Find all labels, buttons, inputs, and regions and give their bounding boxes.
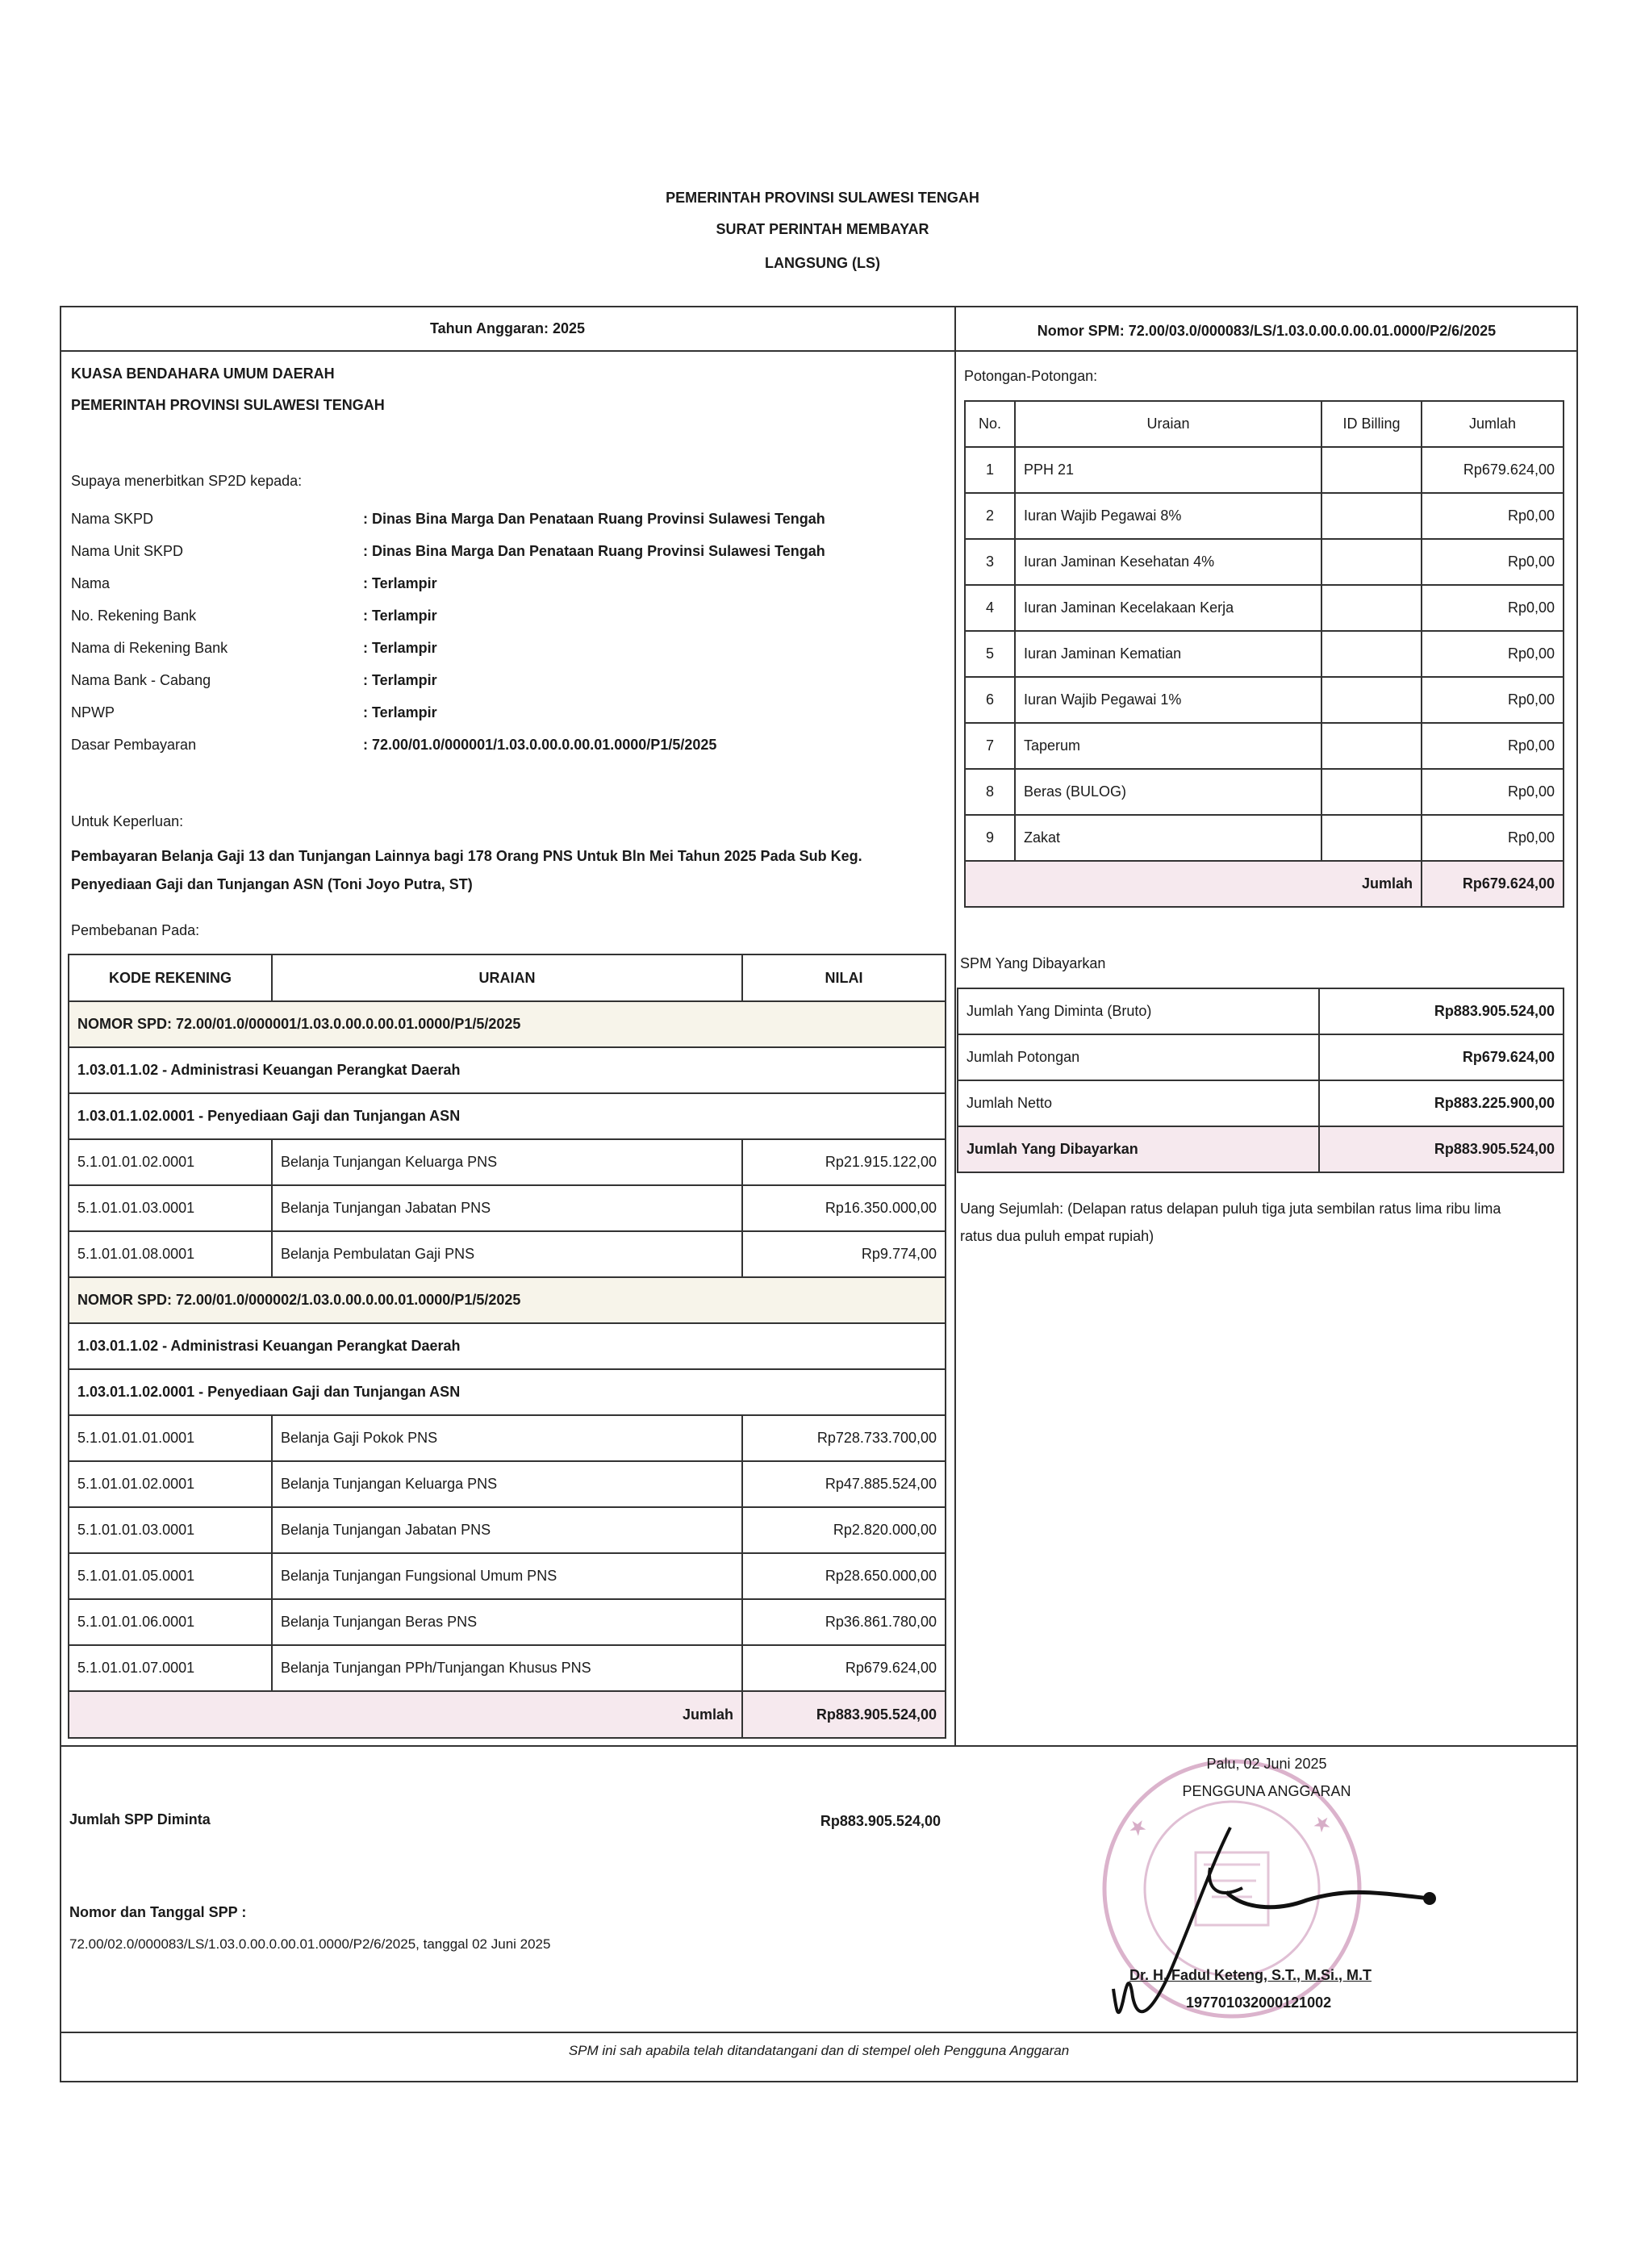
idbilling-cell <box>1321 677 1422 723</box>
field-label: No. Rekening Bank <box>71 608 197 624</box>
summary-label: Jumlah Netto <box>958 1080 1319 1126</box>
field-value: : Terlampir <box>363 640 437 656</box>
kuasa-bud: KUASA BENDAHARA UMUM DAERAH <box>71 365 335 382</box>
spm-dibayarkan-table <box>957 988 1564 1173</box>
uraian-cell: Belanja Gaji Pokok PNS <box>272 1415 742 1461</box>
idbilling-cell <box>1321 723 1422 769</box>
col-header: NILAI <box>742 954 946 1001</box>
kode-cell: 5.1.01.01.05.0001 <box>69 1553 272 1599</box>
col-header: Uraian <box>1015 401 1321 447</box>
no-cell: 4 <box>965 585 1015 631</box>
uraian-cell: Iuran Wajib Pegawai 1% <box>1015 677 1321 723</box>
svg-text:★: ★ <box>1307 1808 1338 1840</box>
nomor-spp-label: Nomor dan Tanggal SPP : <box>69 1904 247 1920</box>
table-row <box>965 677 1564 723</box>
kode-cell: 5.1.01.01.08.0001 <box>69 1231 272 1277</box>
table-row <box>69 1599 946 1645</box>
uraian-cell: Beras (BULOG) <box>1015 769 1321 815</box>
jumlah-cell: Rp0,00 <box>1422 585 1564 631</box>
nilai-cell: Rp728.733.700,00 <box>742 1415 946 1461</box>
untuk-line1: Pembayaran Belanja Gaji 13 dan Tunjangan Lainnya bagi 178 Orang PNS Untuk Bln Mei Tahun 2025 Pada Sub Keg. <box>71 848 862 864</box>
table-row <box>958 1080 1564 1126</box>
table-row <box>965 723 1564 769</box>
no-cell: 7 <box>965 723 1015 769</box>
nomor-spm: Nomor SPM: 72.00/03.0/000083/LS/1.03.0.00.0.00.01.0000/P2/6/2025 <box>1037 323 1497 339</box>
field-value: : Terlampir <box>363 672 437 688</box>
summary-value: Rp883.225.900,00 <box>1319 1080 1564 1126</box>
uraian-cell: Iuran Jaminan Kesehatan 4% <box>1015 539 1321 585</box>
col-header: Jumlah <box>1422 401 1564 447</box>
uraian-cell: Belanja Tunjangan Beras PNS <box>272 1599 742 1645</box>
uraian-cell: Taperum <box>1015 723 1321 769</box>
table-row <box>958 988 1564 1034</box>
field-label: Nama di Rekening Bank <box>71 640 228 656</box>
field-label: Nama <box>71 575 111 591</box>
signer-name: Dr. H. Fadul Keteng, S.T., M.Si., M.T <box>1129 1967 1372 1983</box>
kegiatan-row: 1.03.01.1.02 - Administrasi Keuangan Perangkat Daerah <box>69 1323 946 1369</box>
nilai-cell: Rp28.650.000,00 <box>742 1553 946 1599</box>
uraian-cell: Belanja Tunjangan Jabatan PNS <box>272 1507 742 1553</box>
jumlah-cell: Rp0,00 <box>1422 769 1564 815</box>
spm-dibayarkan-title: SPM Yang Dibayarkan <box>960 955 1106 971</box>
uraian-cell: Belanja Tunjangan Jabatan PNS <box>272 1185 742 1231</box>
uraian-cell: Belanja Tunjangan PPh/Tunjangan Khusus PNS <box>272 1645 742 1691</box>
no-cell: 2 <box>965 493 1015 539</box>
field-value: : Dinas Bina Marga Dan Penataan Ruang Provinsi Sulawesi Tengah <box>363 543 825 559</box>
idbilling-cell <box>1321 493 1422 539</box>
svg-text:★: ★ <box>1122 1811 1153 1843</box>
idbilling-cell <box>1321 585 1422 631</box>
uraian-cell: PPH 21 <box>1015 447 1321 493</box>
no-cell: 1 <box>965 447 1015 493</box>
table-row <box>69 1461 946 1507</box>
field-value: : Terlampir <box>363 608 437 624</box>
field-value: : Dinas Bina Marga Dan Penataan Ruang Provinsi Sulawesi Tengah <box>363 511 825 527</box>
table-row <box>965 539 1564 585</box>
signature <box>1105 1811 1444 2025</box>
field-label: Nama Unit SKPD <box>71 543 184 559</box>
no-cell: 8 <box>965 769 1015 815</box>
total-value: Rp679.624,00 <box>1422 861 1564 907</box>
summary-value: Rp679.624,00 <box>1319 1034 1564 1080</box>
main-divider <box>954 307 956 1746</box>
uraian-cell: Iuran Jaminan Kecelakaan Kerja <box>1015 585 1321 631</box>
nilai-cell: Rp36.861.780,00 <box>742 1599 946 1645</box>
idbilling-cell <box>1321 631 1422 677</box>
top-row-divider <box>61 350 1577 352</box>
uraian-cell: Iuran Wajib Pegawai 8% <box>1015 493 1321 539</box>
no-cell: 3 <box>965 539 1015 585</box>
table-row <box>69 1553 946 1599</box>
summary-value: Rp883.905.524,00 <box>1319 988 1564 1034</box>
uraian-cell: Zakat <box>1015 815 1321 861</box>
table-row <box>69 1645 946 1691</box>
kode-cell: 5.1.01.01.06.0001 <box>69 1599 272 1645</box>
table-row <box>69 1415 946 1461</box>
no-cell: 9 <box>965 815 1015 861</box>
footer-divider <box>61 2032 1577 2033</box>
pembebanan-table <box>68 954 946 1739</box>
kode-cell: 5.1.01.01.02.0001 <box>69 1461 272 1507</box>
uang-sejumlah-line2: ratus dua puluh empat rupiah) <box>960 1228 1154 1244</box>
nilai-cell: Rp16.350.000,00 <box>742 1185 946 1231</box>
idbilling-cell <box>1321 769 1422 815</box>
subkegiatan-row: 1.03.01.1.02.0001 - Penyediaan Gaji dan Tunjangan ASN <box>69 1369 946 1415</box>
supaya-text: Supaya menerbitkan SP2D kepada: <box>71 473 303 489</box>
field-value: : 72.00/01.0/000001/1.03.0.00.0.00.01.0000/P1/5/2025 <box>363 737 717 753</box>
uraian-cell: Belanja Tunjangan Keluarga PNS <box>272 1461 742 1507</box>
table-row <box>958 1034 1564 1080</box>
kode-cell: 5.1.01.01.03.0001 <box>69 1507 272 1553</box>
table-row <box>965 493 1564 539</box>
potongan-table <box>964 400 1564 908</box>
kode-cell: 5.1.01.01.01.0001 <box>69 1415 272 1461</box>
field-value: : Terlampir <box>363 704 437 720</box>
nilai-cell: Rp21.915.122,00 <box>742 1139 946 1185</box>
jumlah-cell: Rp0,00 <box>1422 815 1564 861</box>
summary-label: Jumlah Potongan <box>958 1034 1319 1080</box>
field-label: Nama Bank - Cabang <box>71 672 211 688</box>
table-row <box>69 1507 946 1553</box>
place-date: Palu, 02 Juni 2025 <box>1206 1756 1327 1772</box>
untuk-line2: Penyediaan Gaji dan Tunjangan ASN (Toni Joyo Putra, ST) <box>71 876 473 892</box>
header-line1: PEMERINTAH PROVINSI SULAWESI TENGAH <box>666 190 979 206</box>
spd-number: NOMOR SPD: 72.00/01.0/000001/1.03.0.00.0.00.01.0000/P1/5/2025 <box>69 1001 946 1047</box>
summary-value: Rp883.905.524,00 <box>1319 1126 1564 1172</box>
spp-diminta-label: Jumlah SPP Diminta <box>69 1811 211 1827</box>
field-label: Dasar Pembayaran <box>71 737 197 753</box>
subkegiatan-row: 1.03.01.1.02.0001 - Penyediaan Gaji dan Tunjangan ASN <box>69 1093 946 1139</box>
uraian-cell: Iuran Jaminan Kematian <box>1015 631 1321 677</box>
idbilling-cell <box>1321 447 1422 493</box>
col-header: URAIAN <box>272 954 742 1001</box>
signer-role: PENGGUNA ANGGARAN <box>1182 1783 1351 1799</box>
jumlah-cell: Rp0,00 <box>1422 539 1564 585</box>
col-header: No. <box>965 401 1015 447</box>
signer-nip: 197701032000121002 <box>1186 1994 1332 2011</box>
pembebanan-label: Pembebanan Pada: <box>71 922 200 938</box>
spd-number: NOMOR SPD: 72.00/01.0/000002/1.03.0.00.0.00.01.0000/P1/5/2025 <box>69 1277 946 1323</box>
table-row <box>69 1139 946 1185</box>
pemprov-label: PEMERINTAH PROVINSI SULAWESI TENGAH <box>71 397 385 413</box>
tahun-anggaran: Tahun Anggaran: 2025 <box>429 320 586 336</box>
kode-cell: 5.1.01.01.07.0001 <box>69 1645 272 1691</box>
jumlah-cell: Rp0,00 <box>1422 493 1564 539</box>
table-row <box>69 1231 946 1277</box>
jumlah-cell: Rp0,00 <box>1422 723 1564 769</box>
footer-note: SPM ini sah apabila telah ditandatangani dan di stempel oleh Pengguna Anggaran <box>568 2043 1070 2058</box>
spp-diminta-value: Rp883.905.524,00 <box>820 1813 941 1829</box>
jumlah-cell: Rp0,00 <box>1422 677 1564 723</box>
nilai-cell: Rp9.774,00 <box>742 1231 946 1277</box>
nilai-cell: Rp679.624,00 <box>742 1645 946 1691</box>
table-row <box>69 1185 946 1231</box>
jumlah-cell: Rp679.624,00 <box>1422 447 1564 493</box>
table-row <box>965 447 1564 493</box>
field-value: : Terlampir <box>363 575 437 591</box>
summary-label: Jumlah Yang Diminta (Bruto) <box>958 988 1319 1034</box>
table-row <box>965 769 1564 815</box>
total-value: Rp883.905.524,00 <box>742 1691 946 1738</box>
col-header: ID Billing <box>1321 401 1422 447</box>
kegiatan-row: 1.03.01.1.02 - Administrasi Keuangan Perangkat Daerah <box>69 1047 946 1093</box>
untuk-label: Untuk Keperluan: <box>71 813 184 829</box>
summary-label: Jumlah Yang Dibayarkan <box>958 1126 1319 1172</box>
no-cell: 5 <box>965 631 1015 677</box>
nilai-cell: Rp2.820.000,00 <box>742 1507 946 1553</box>
table-row <box>965 585 1564 631</box>
no-cell: 6 <box>965 677 1015 723</box>
header-line3: LANGSUNG (LS) <box>765 255 880 271</box>
total-label: Jumlah <box>69 1691 742 1738</box>
uraian-cell: Belanja Pembulatan Gaji PNS <box>272 1231 742 1277</box>
field-label: Nama SKPD <box>71 511 154 527</box>
nomor-spp-value: 72.00/02.0/000083/LS/1.03.0.00.0.00.01.0000/P2/6/2025, tanggal 02 Juni 2025 <box>69 1936 551 1952</box>
idbilling-cell <box>1321 815 1422 861</box>
field-label: NPWP <box>71 704 115 720</box>
kode-cell: 5.1.01.01.03.0001 <box>69 1185 272 1231</box>
total-label: Jumlah <box>965 861 1422 907</box>
uraian-cell: Belanja Tunjangan Keluarga PNS <box>272 1139 742 1185</box>
table-row <box>958 1126 1564 1172</box>
table-row <box>965 815 1564 861</box>
header-line2: SURAT PERINTAH MEMBAYAR <box>716 221 929 237</box>
uang-sejumlah-line1: Uang Sejumlah: (Delapan ratus delapan puluh tiga juta sembilan ratus lima ribu lima <box>960 1201 1501 1217</box>
col-header: KODE REKENING <box>69 954 272 1001</box>
bottom-section-divider <box>61 1745 1577 1747</box>
uraian-cell: Belanja Tunjangan Fungsional Umum PNS <box>272 1553 742 1599</box>
table-row <box>965 631 1564 677</box>
jumlah-cell: Rp0,00 <box>1422 631 1564 677</box>
idbilling-cell <box>1321 539 1422 585</box>
potongan-title: Potongan-Potongan: <box>964 368 1098 384</box>
kode-cell: 5.1.01.01.02.0001 <box>69 1139 272 1185</box>
nilai-cell: Rp47.885.524,00 <box>742 1461 946 1507</box>
